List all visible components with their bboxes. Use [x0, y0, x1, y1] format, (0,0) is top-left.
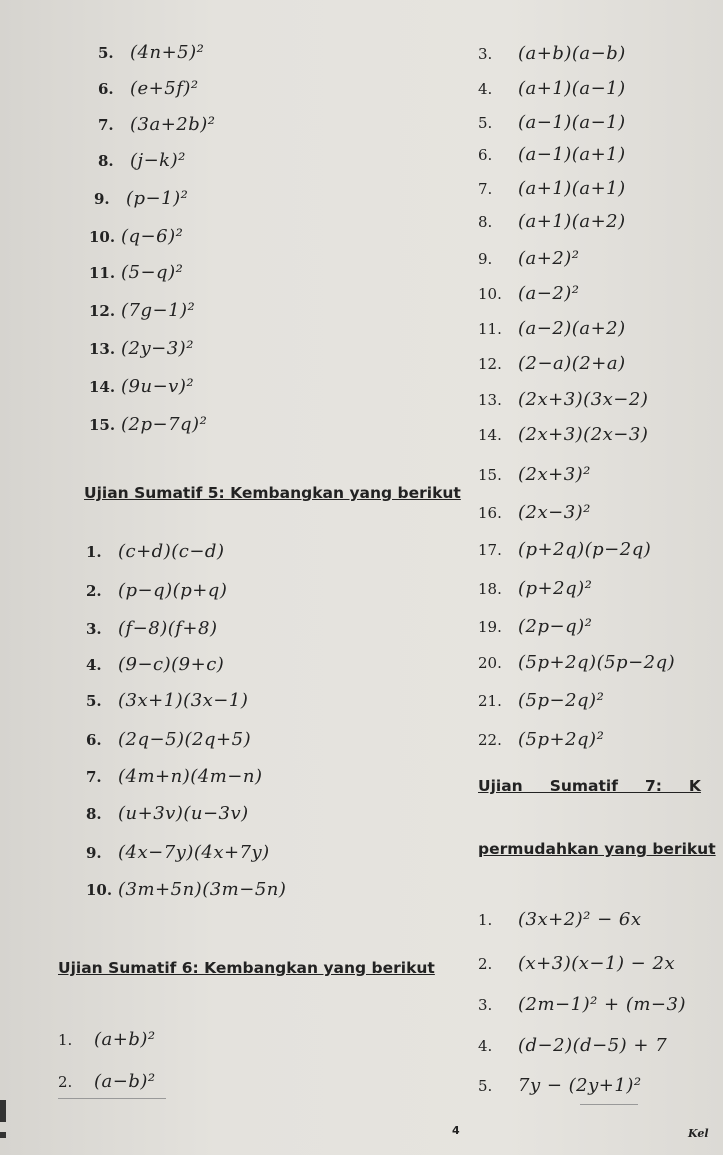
right-item [478, 285, 580, 303]
item-number: 6. [478, 146, 493, 164]
item-number: 17. [478, 541, 502, 559]
answer-line [58, 1098, 166, 1099]
item-number: 4. [478, 80, 493, 98]
item-number: 3. [478, 996, 493, 1014]
left-item [98, 44, 204, 62]
item-number: 8. [478, 213, 493, 231]
item-expression: (3m+5n)(3m−5n) [118, 879, 287, 900]
item-number: 10. [478, 285, 502, 303]
item-expression: (a−1)(a−1) [518, 112, 626, 133]
right-item [478, 180, 626, 198]
item-number: 5. [98, 44, 114, 62]
item-number: 9. [94, 190, 110, 208]
item-expression: (3x+1)(3x−1) [118, 690, 249, 711]
right-item [478, 692, 604, 710]
item-expression: (5p−2q)² [518, 690, 605, 711]
section-7-heading: Ujian Sumatif 7: K [478, 777, 701, 795]
section-5-item [86, 656, 224, 674]
section-7-item [478, 1077, 642, 1095]
item-number: 20. [478, 654, 502, 672]
left-item [89, 302, 195, 320]
section-5-item [86, 731, 251, 749]
item-number: 5. [86, 692, 102, 710]
right-item [478, 146, 626, 164]
right-item [478, 580, 592, 598]
item-expression: (9−c)(9+c) [118, 654, 225, 675]
section-5-item [86, 582, 227, 600]
item-expression: (2q−5)(2q+5) [118, 729, 252, 750]
item-expression: (c+d)(c−d) [118, 541, 225, 562]
item-number: 14. [89, 378, 116, 396]
item-expression: (a+1)(a+1) [518, 178, 626, 199]
right-item [478, 320, 626, 338]
item-expression: (u+3v)(u−3v) [118, 803, 249, 824]
item-expression: (2x−3)² [518, 502, 591, 523]
item-expression: (2y−3)² [121, 338, 194, 359]
item-number: 7. [86, 768, 102, 786]
item-number: 3. [86, 620, 102, 638]
left-item [89, 340, 194, 358]
left-item [98, 116, 216, 134]
right-item [478, 466, 591, 484]
left-item [89, 264, 183, 282]
item-expression: (4m+n)(4m−n) [118, 766, 263, 787]
item-expression: (2x+3)² [518, 464, 591, 485]
right-item [478, 426, 648, 444]
item-expression: (2x+3)(3x−2) [518, 389, 649, 410]
item-expression: (a−2)² [518, 283, 580, 304]
item-number: 15. [478, 466, 502, 484]
section-7-item [478, 1037, 667, 1055]
binding-edge-mark [0, 1132, 6, 1138]
item-number: 9. [478, 250, 493, 268]
item-expression: (a+2)² [518, 248, 580, 269]
right-item [478, 731, 604, 749]
left-item [94, 190, 188, 208]
item-expression: (7g−1)² [121, 300, 196, 321]
right-item [478, 355, 626, 373]
item-number: 10. [89, 228, 116, 246]
item-number: 5. [478, 114, 493, 132]
item-expression: (p−1)² [126, 188, 189, 209]
item-number: 8. [98, 152, 114, 170]
section-6-item [58, 1073, 156, 1091]
section-7-item [478, 996, 686, 1014]
item-number: 2. [478, 955, 493, 973]
item-number: 4. [478, 1037, 493, 1055]
item-expression: (2−a)(2+a) [518, 353, 626, 374]
section-5-item [86, 543, 224, 561]
item-number: 7. [98, 116, 114, 134]
item-number: 22. [478, 731, 502, 749]
item-expression: (2p−7q)² [121, 414, 208, 435]
item-expression: (3a+2b)² [130, 114, 216, 135]
section-7-subheading: permudahkan yang berikut [478, 840, 716, 858]
section-5-item [86, 844, 270, 862]
section-5-item [86, 768, 262, 786]
footer-running-text: Kel [688, 1127, 709, 1140]
section-5-item [86, 805, 249, 823]
item-expression: (2x+3)(2x−3) [518, 424, 649, 445]
item-number: 19. [478, 618, 502, 636]
item-number: 9. [86, 844, 102, 862]
section-7-item [478, 955, 675, 973]
item-expression: (x+3)(x−1) − 2x [518, 953, 676, 974]
item-number: 6. [98, 80, 114, 98]
left-item [98, 152, 186, 170]
section-5-item [86, 620, 217, 638]
item-number: 1. [58, 1031, 73, 1049]
section-5-item [86, 881, 286, 899]
item-expression: (a+b)² [94, 1029, 156, 1050]
item-number: 1. [478, 911, 493, 929]
item-expression: (q−6)² [121, 226, 184, 247]
right-item [478, 504, 591, 522]
item-expression: (9u−v)² [121, 376, 195, 397]
item-expression: (a+b)(a−b) [518, 43, 626, 64]
item-number: 7. [478, 180, 493, 198]
item-number: 15. [89, 416, 116, 434]
right-item [478, 654, 675, 672]
left-item [89, 228, 183, 246]
item-number: 13. [478, 391, 502, 409]
item-expression: (2p−q)² [518, 616, 593, 637]
item-expression: (a−1)(a+1) [518, 144, 626, 165]
section-6-item [58, 1031, 156, 1049]
right-item [478, 391, 648, 409]
item-expression: (e+5f)² [130, 78, 199, 99]
right-item [478, 541, 651, 559]
item-expression: (d−2)(d−5) + 7 [518, 1035, 668, 1056]
item-number: 11. [478, 320, 502, 338]
item-expression: (3x+2)² − 6x [518, 909, 642, 930]
item-expression: (p−q)(p+q) [118, 580, 228, 601]
left-item [98, 80, 199, 98]
section-7-item [478, 911, 642, 929]
page-number: 4 [452, 1124, 460, 1137]
right-item [478, 80, 626, 98]
right-item [478, 250, 580, 268]
item-number: 14. [478, 426, 502, 444]
item-expression: (4x−7y)(4x+7y) [118, 842, 270, 863]
right-item [478, 618, 592, 636]
item-number: 21. [478, 692, 502, 710]
item-expression: (4n+5)² [130, 42, 205, 63]
item-number: 18. [478, 580, 502, 598]
item-expression: (p+2q)(p−2q) [518, 539, 652, 560]
left-item [89, 378, 194, 396]
section-5-heading: Ujian Sumatif 5: Kembangkan yang berikut [84, 484, 461, 502]
item-number: 6. [86, 731, 102, 749]
item-number: 4. [86, 656, 102, 674]
item-expression: (5−q)² [121, 262, 184, 283]
item-expression: (p+2q)² [518, 578, 593, 599]
item-expression: (a+1)(a+2) [518, 211, 626, 232]
item-number: 12. [478, 355, 502, 373]
right-item [478, 213, 626, 231]
item-expression: (a+1)(a−1) [518, 78, 626, 99]
item-expression: (a−2)(a+2) [518, 318, 626, 339]
item-number: 12. [89, 302, 116, 320]
answer-line [580, 1104, 638, 1105]
item-number: 3. [478, 45, 493, 63]
item-expression: (a−b)² [94, 1071, 156, 1092]
item-number: 1. [86, 543, 102, 561]
section-5-item [86, 692, 248, 710]
item-number: 13. [89, 340, 116, 358]
section-6-heading: Ujian Sumatif 6: Kembangkan yang berikut [58, 959, 435, 977]
left-item [89, 416, 207, 434]
item-expression: (5p+2q)² [518, 729, 605, 750]
item-expression: 7y − (2y+1)² [518, 1075, 642, 1096]
item-number: 2. [86, 582, 102, 600]
item-expression: (5p+2q)(5p−2q) [518, 652, 676, 673]
item-number: 5. [478, 1077, 493, 1095]
right-item [478, 114, 626, 132]
right-item [478, 45, 626, 63]
item-number: 10. [86, 881, 113, 899]
item-number: 16. [478, 504, 502, 522]
item-expression: (j−k)² [130, 150, 186, 171]
binding-edge-mark [0, 1100, 6, 1122]
item-number: 8. [86, 805, 102, 823]
item-number: 11. [89, 264, 116, 282]
item-expression: (2m−1)² + (m−3) [518, 994, 686, 1015]
item-expression: (f−8)(f+8) [118, 618, 218, 639]
item-number: 2. [58, 1073, 73, 1091]
